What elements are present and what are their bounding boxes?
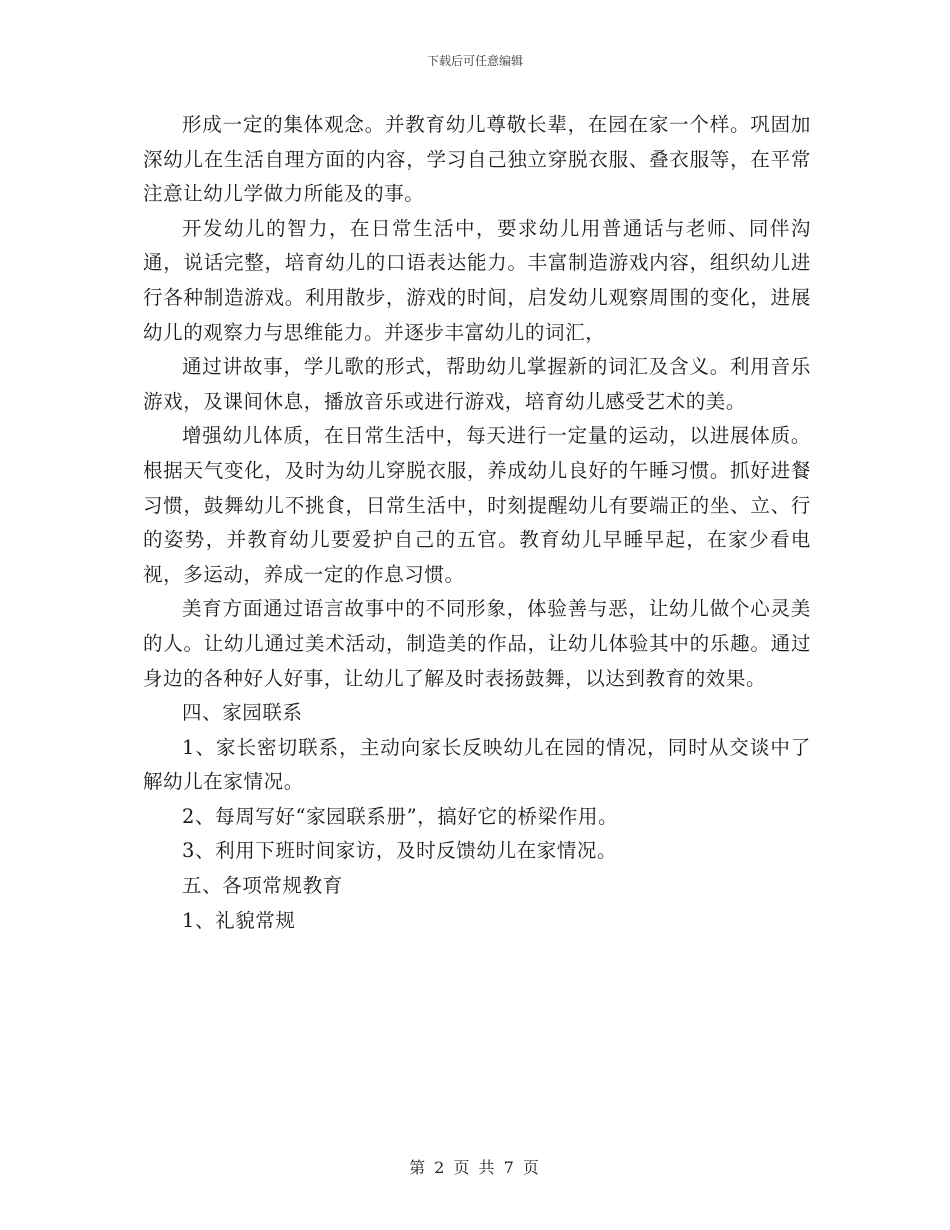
paragraph-stories-songs: 通过讲故事，学儿歌的形式，帮助幼儿掌握新的词汇及含义。利用音乐游戏，及课间休息，播放音乐或进行游戏，培育幼儿感受艺术的美。 [143, 355, 811, 413]
document-body [143, 108, 811, 938]
list-item-parent-contact: 1、家长密切联系，主动向家长反映幼儿在园的情况，同时从交谈中了解幼儿在家情况。 [143, 735, 811, 794]
paragraph-aesthetic: 美育方面通过语言故事中的不同形象，体验善与恶，让幼儿做个心灵美的人。让幼儿通过美术活动，制造美的作品，让幼儿体验其中的乐趣。通过身边的各种好人好事，让幼儿了解及时表扬鼓舞，以达到教育的效果。 [143, 597, 811, 690]
paragraph-intelligence: 开发幼儿的智力，在日常生活中，要求幼儿用普通话与老师、同伴沟通，说话完整，培育幼儿的口语表达能力。丰富制造游戏内容，组织幼儿进行各种制造游戏。利用散步，游戏的时间，启发幼儿观察周围的变化，进展幼儿的观察力与思维能力。并逐步丰富幼儿的词汇， [143, 216, 811, 344]
page-number-footer: 第 2 页 共 7 页 [409, 1158, 541, 1177]
paragraph-physique: 增强幼儿体质，在日常生活中，每天进行一定量的运动，以进展体质。根据天气变化，及时为幼儿穿脱衣服，养成幼儿良好的午睡习惯。抓好进餐习惯，鼓舞幼儿不挑食，日常生活中，时刻提醒幼儿有要端正的坐、立、行的姿势，并教育幼儿要爱护自己的五官。教育幼儿早睡早起，在家少看电视，多运动，养成一定的作息习惯。 [143, 424, 811, 586]
list-item-contact-book: 2、每周写好“家园联系册”，搞好它的桥梁作用。 [182, 804, 619, 828]
section-heading-routine-education: 五、各项常规教育 [182, 874, 343, 898]
list-item-courtesy-routine: 1、礼貌常规 [182, 908, 296, 932]
page-header: 下载后可任意编辑 [426, 54, 523, 68]
list-item-home-visit: 3、利用下班时间家访，及时反馈幼儿在家情况。 [182, 839, 618, 863]
paragraph-collective-concept: 形成一定的集体观念。并教育幼儿尊敬长辈，在园在家一个样。巩固加深幼儿在生活自理方面的内容，学习自己独立穿脱衣服、叠衣服等，在平常注意让幼儿学做力所能及的事。 [143, 113, 811, 206]
section-heading-home-school: 四、家园联系 [182, 701, 303, 725]
